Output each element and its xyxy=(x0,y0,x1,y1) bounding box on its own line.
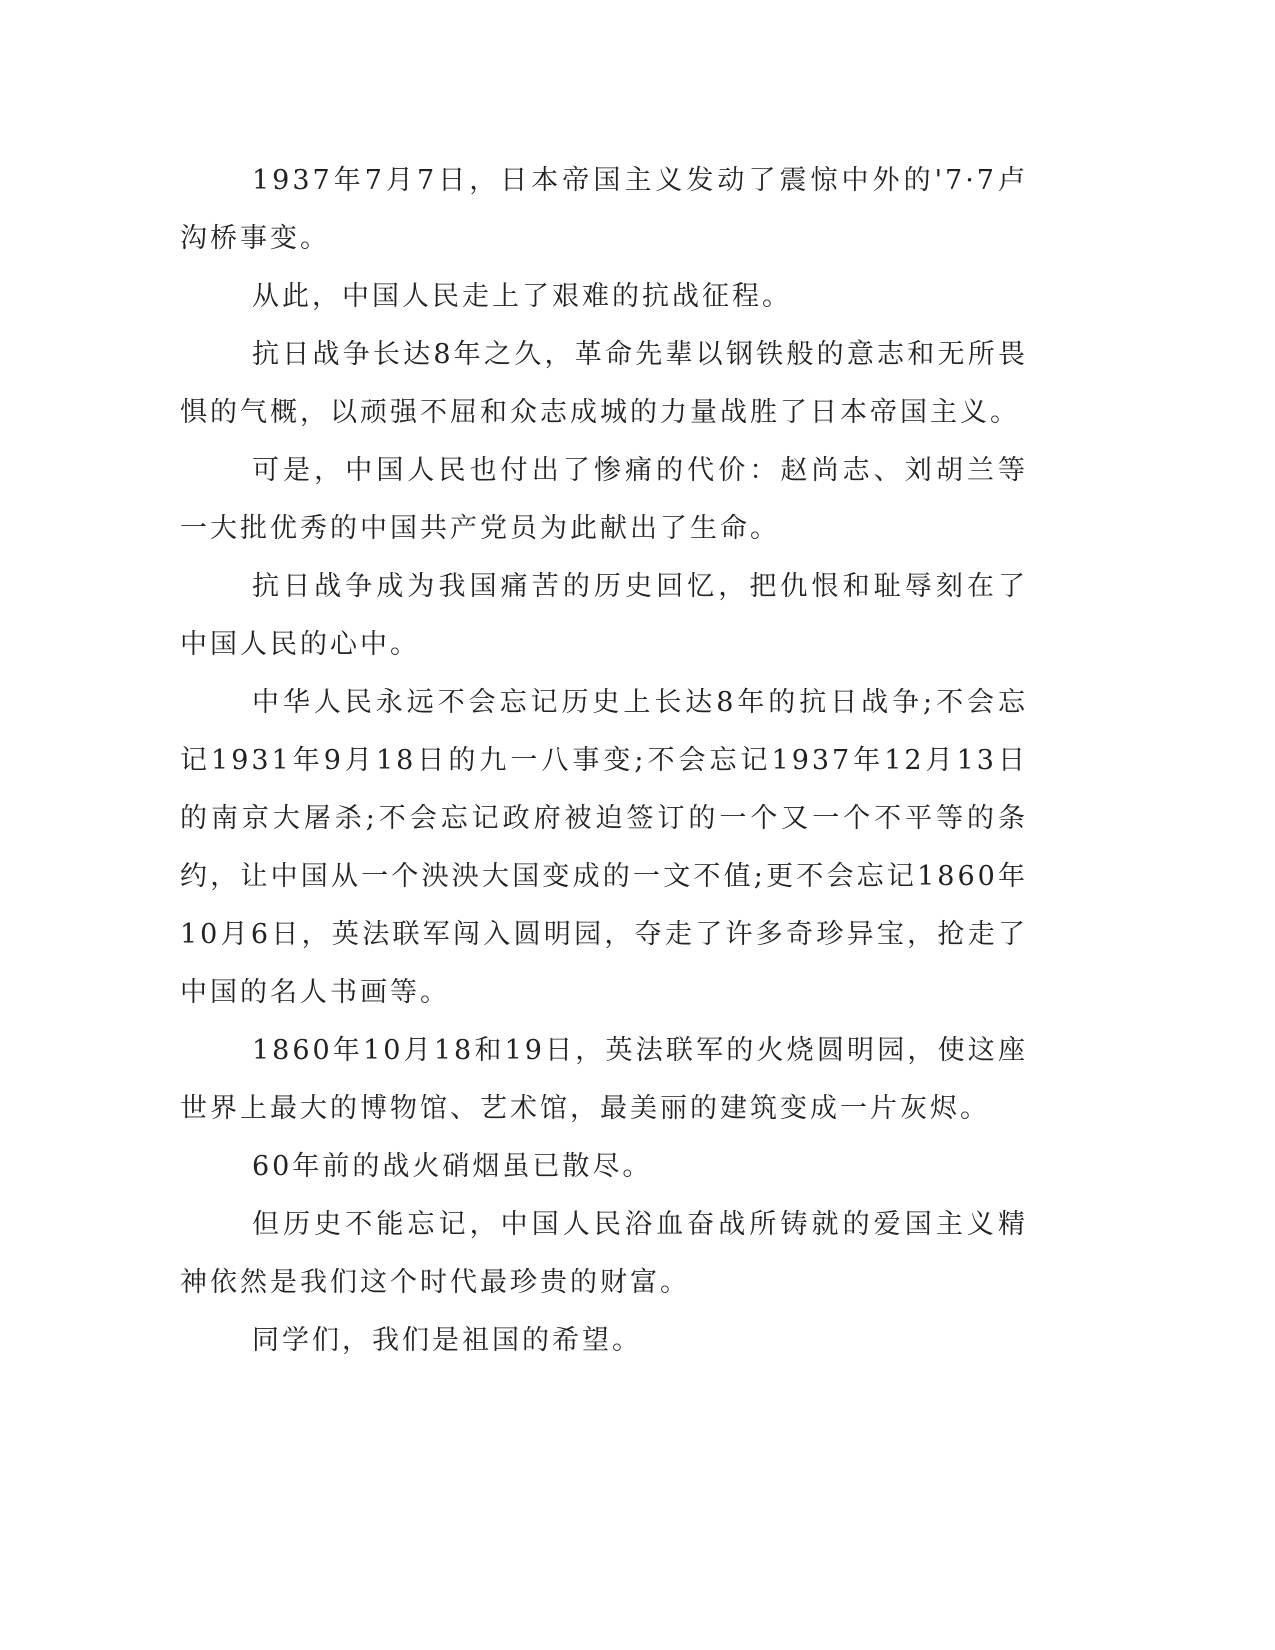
paragraph: 抗日战争成为我国痛苦的历史回忆，把仇恨和耻辱刻在了中国人民的心中。 xyxy=(180,571,1028,660)
paragraph: 60年前的战火硝烟虽已散尽。 xyxy=(252,1151,653,1182)
paragraph: 但历史不能忘记，中国人民浴血奋战所铸就的爱国主义精神依然是我们这个时代最珍贵的财富。 xyxy=(180,1209,1028,1298)
paragraph: 1937年7月7日，日本帝国主义发动了震惊中外的'7·7卢沟桥事变。 xyxy=(180,165,1028,254)
paragraph: 可是，中国人民也付出了惨痛的代价：赵尚志、刘胡兰等一大批优秀的中国共产党员为此献出了生命。 xyxy=(180,455,1028,544)
document-body xyxy=(180,152,1028,1370)
paragraph: 1860年10月18和19日，英法联军的火烧圆明园，使这座世界上最大的博物馆、艺术馆，最美丽的建筑变成一片灰烬。 xyxy=(180,1035,1028,1124)
paragraph: 从此，中国人民走上了艰难的抗战征程。 xyxy=(252,281,792,312)
paragraph: 中华人民永远不会忘记历史上长达8年的抗日战争;不会忘记1931年9月18日的九一八事变;不会忘记1937年12月13日的南京大屠杀;不会忘记政府被迫签订的一个又一个不平等的条约，让中国从一个泱泱大国变成的一文不值;更不会忘记1860年10月6日，英法联军闯入圆明园，夺走了许多奇珍异宝，抢走了中国的名人书画等。 xyxy=(180,687,1028,1008)
paragraph: 抗日战争长达8年之久，革命先辈以钢铁般的意志和无所畏惧的气概，以顽强不屈和众志成城的力量战胜了日本帝国主义。 xyxy=(180,339,1028,428)
paragraph: 同学们，我们是祖国的希望。 xyxy=(252,1325,642,1356)
